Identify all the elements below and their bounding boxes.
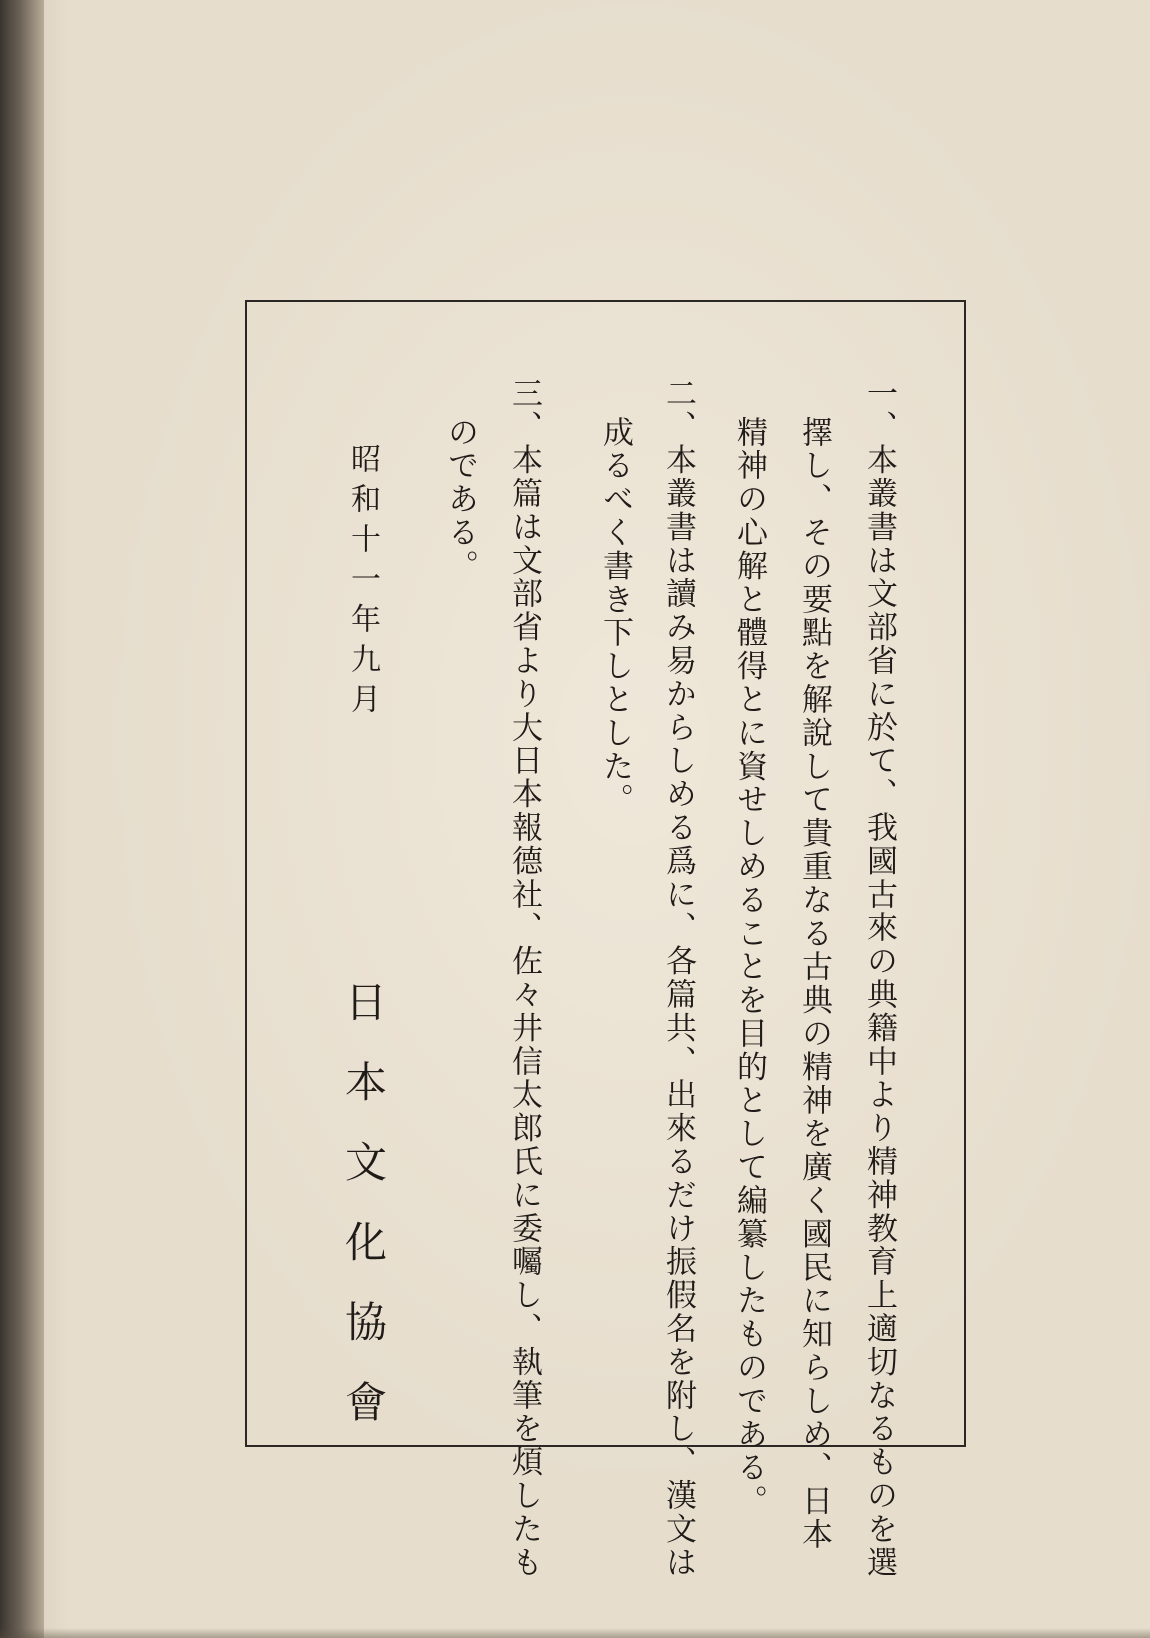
publisher-name: 日本文化協會 xyxy=(339,980,388,1460)
preface-column-5: 成るべく書き下しとした。 xyxy=(597,416,633,817)
preface-column-3: 精神の心解と體得とに資せしめることを目的として編纂したものである。 xyxy=(731,416,767,1519)
book-spine-edge xyxy=(0,0,44,1638)
preface-column-2: 擇し、その要點を解說して貴重なる古典の精神を廣く國民に知らしめ、日本 xyxy=(796,416,832,1552)
preface-date: 昭和十一年九月 xyxy=(345,443,380,723)
preface-column-1: 一、本叢書は文部省に於て、我國古來の典籍中より精神教育上適切なるものを選 xyxy=(861,377,897,1580)
preface-column-7: のである。 xyxy=(442,416,478,583)
page-bottom-shadow xyxy=(0,1628,1150,1638)
preface-column-6: 三、本篇は文部省より大日本報德社、佐々井信太郎氏に委囑し、執筆を煩したも xyxy=(506,377,542,1580)
preface-column-4: 二、本叢書は讀み易からしめる爲に、各篇共、出來るだけ振假名を附し、漢文は xyxy=(660,377,696,1580)
